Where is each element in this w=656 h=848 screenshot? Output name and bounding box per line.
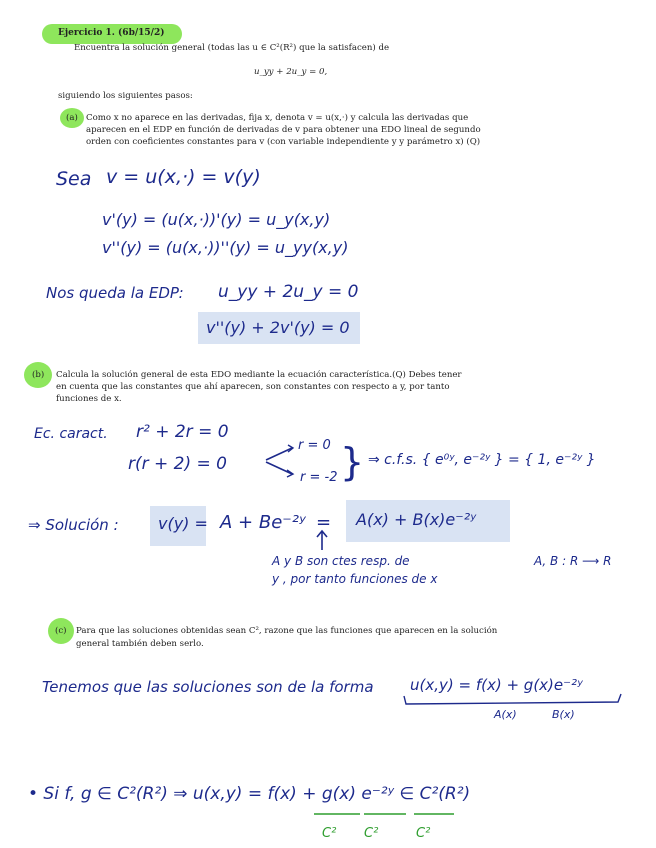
part-c-text-2: general también deben serlo. <box>76 639 204 649</box>
hw-solution-x: A(x) + B(x)e⁻²ʸ <box>356 510 477 529</box>
root-arrows <box>262 440 302 480</box>
hw-under-b: B(x) <box>552 708 575 721</box>
hw-c2-3: C² <box>416 826 431 841</box>
hw-ec-2: r(r + 2) = 0 <box>128 454 227 474</box>
part-a-text-3: orden con coeficientes constantes para v (con variable independiente y y parámetro x) (Q) <box>86 137 481 147</box>
part-b-label: (b) <box>32 370 45 380</box>
part-b-text-3: funciones de x. <box>56 394 122 404</box>
steps-intro: siguiendo los siguientes pasos: <box>58 91 193 101</box>
hw-ec-label: Ec. caract. <box>34 426 108 442</box>
hw-note-1: A y B son ctes resp. de <box>272 554 410 568</box>
hw-solution-expr: A + Be⁻²ʸ <box>220 512 306 533</box>
hw-root-1: r = 0 <box>298 438 331 453</box>
hw-cfs: ⇒ c.f.s. { e⁰ʸ, e⁻²ʸ } = { 1, e⁻²ʸ } <box>368 452 596 468</box>
hw-c2-1: C² <box>322 826 337 841</box>
hw-root-2: r = -2 <box>300 470 338 485</box>
part-a-text-2: aparecen en el EDP en función de derivadas de v para obtener una EDO lineal de segundo <box>86 125 481 135</box>
hw-map: A, B : R ⟶ R <box>534 554 612 568</box>
hw-v-definition: v = u(x,·) = v(y) <box>106 166 261 188</box>
part-b-text-2: en cuenta que las constantes que ahí aparecen, son constantes con respecto a y, por tanto <box>56 382 450 392</box>
part-a-label: (a) <box>66 113 78 123</box>
hw-c2-2: C² <box>364 826 379 841</box>
root-brace: } <box>340 440 365 484</box>
hw-solution-v: v(y) = <box>158 514 208 533</box>
part-c-text-1: Para que las soluciones obtenidas sean C², razone que las funciones que aparecen en la solución <box>76 626 498 636</box>
hw-first-derivative: v'(y) = (u(x,·))'(y) = u_y(x,y) <box>102 210 331 229</box>
c2-underlines <box>310 808 460 824</box>
hw-under-a: A(x) <box>494 708 517 721</box>
hw-solution-eq: = <box>316 512 332 533</box>
hw-edp-label: Nos queda la EDP: <box>46 284 184 302</box>
hw-second-derivative: v''(y) = (u(x,·))''(y) = u_yy(x,y) <box>102 238 349 257</box>
part-c-label: (c) <box>55 626 67 636</box>
pde-equation: u_yy + 2u_y = 0, <box>254 67 328 77</box>
form-underline <box>402 692 624 708</box>
hw-edo: v''(y) + 2v'(y) = 0 <box>206 318 350 337</box>
part-b-text-1: Calcula la solución general de esta EDO mediante la ecuación característica.(Q) Debes tener <box>56 370 462 380</box>
hw-note-2: y , por tanto funciones de x <box>272 572 438 586</box>
hw-ec-1: r² + 2r = 0 <box>136 422 229 442</box>
hw-solution-form: u(x,y) = f(x) + g(x)e⁻²ʸ <box>410 676 583 694</box>
note-arrow <box>314 528 330 552</box>
hw-tenemos: Tenemos que las soluciones son de la forma <box>42 678 374 696</box>
hw-edp: u_yy + 2u_y = 0 <box>218 282 359 302</box>
hw-sea: Sea <box>56 168 92 190</box>
part-a-text-1: Como x no aparece en las derivadas, fija x, denota v = u(x,·) y calcula las derivadas que <box>86 113 469 123</box>
exercise-statement: Encuentra la solución general (todas las u ∈ C²(R²) que la satisfacen) de <box>74 43 390 53</box>
exercise-title: Ejercicio 1. (6b/15/2) <box>58 28 165 38</box>
hw-si-line: • Si f, g ∈ C²(R²) ⇒ u(x,y) = f(x) + g(x) e⁻²ʸ ∈ C²(R²) <box>28 784 471 804</box>
hw-solution-label: ⇒ Solución : <box>28 516 119 534</box>
